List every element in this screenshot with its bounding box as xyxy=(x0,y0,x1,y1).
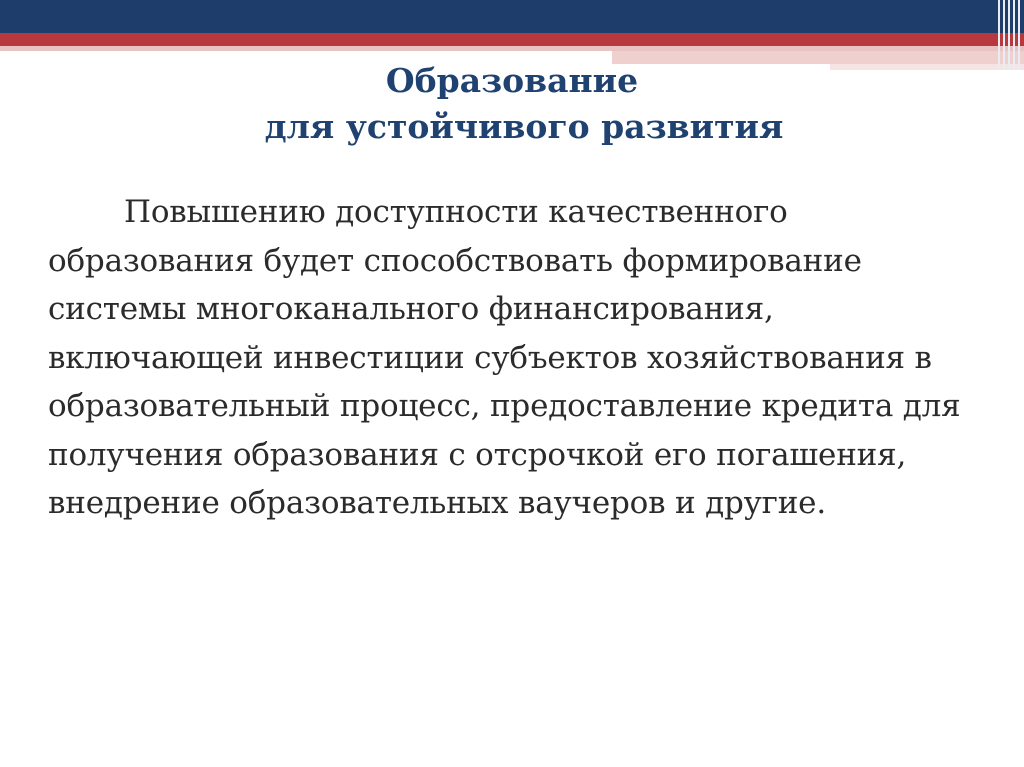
slide-title-line1: Образование xyxy=(385,61,639,100)
banner-red-band xyxy=(0,33,1024,46)
banner-blue-band xyxy=(0,0,1024,33)
slide-body-paragraph: Повышению доступности качественного образования будет способствовать формирование системы многоканального финансирования, включающей инвестиции субъектов хозяйствования в образовательный процесс, предоставление кредита для получения образования с отсрочкой его погашения, внедрение образовательных ваучеров и другие. xyxy=(48,194,961,521)
slide-title xyxy=(0,58,1024,150)
slide-title-line2: для устойчивого развития xyxy=(264,107,784,146)
